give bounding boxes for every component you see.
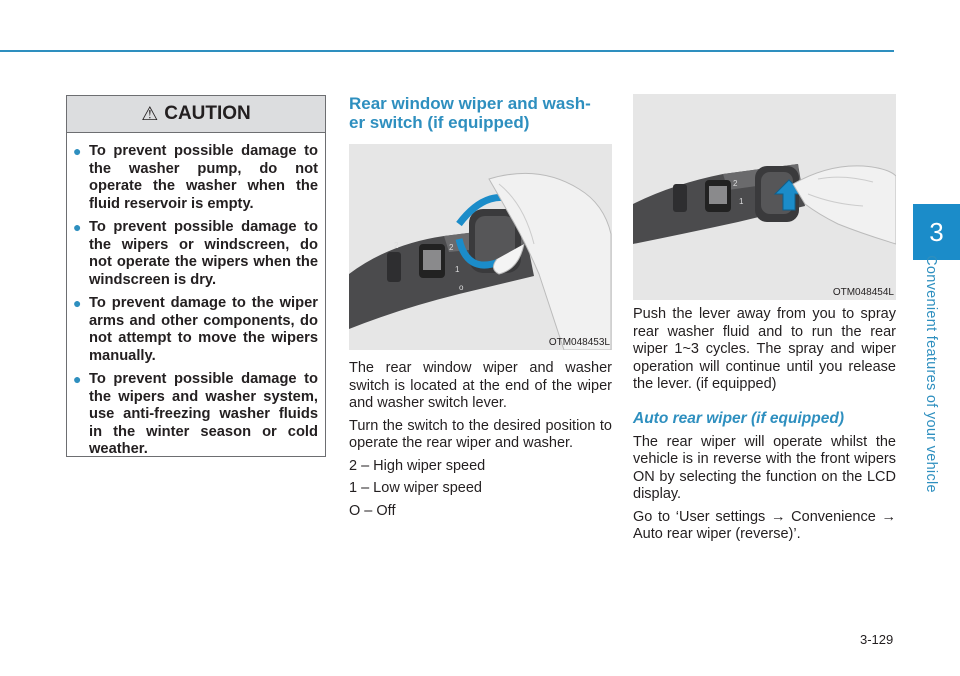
washer-text bbox=[633, 306, 896, 394]
caution-list bbox=[67, 133, 325, 459]
svg-text:2: 2 bbox=[733, 179, 738, 188]
caution-title: CAUTION bbox=[164, 103, 251, 124]
page-number: 3-129 bbox=[860, 632, 894, 647]
chapter-label: Convenient features of your vehicle bbox=[923, 255, 939, 493]
svg-text:1: 1 bbox=[739, 197, 744, 206]
svg-text:o: o bbox=[459, 283, 464, 292]
speed-item: 1 – Low wiper speed bbox=[349, 480, 482, 496]
paragraph: Turn the switch to the desired position to operate the rear wiper and washer. bbox=[349, 417, 612, 451]
chapter-tab bbox=[913, 204, 960, 260]
bullet-icon: ● bbox=[73, 295, 82, 311]
caution-item: ● To prevent possible damage to the washer pump, do not operate the washer when the fluid reservoir is empty. bbox=[73, 143, 318, 212]
bullet-icon: ● bbox=[73, 219, 82, 235]
svg-text:1: 1 bbox=[455, 265, 460, 274]
header-rule bbox=[0, 50, 894, 52]
rear-washer-push-figure bbox=[633, 94, 896, 300]
section-title: Rear window wiper and wash- er switch (if equipped) bbox=[349, 94, 591, 132]
rear-wiper-section bbox=[349, 94, 612, 525]
paragraph: Push the lever away from you to spray rear washer fluid and to run the rear wiper 1~3 cycles. The spray and wiper operation will continue until you release the lever. (if equipped) bbox=[633, 306, 896, 392]
svg-text:2: 2 bbox=[449, 243, 454, 252]
caution-item: ● To prevent possible damage to the wipers and washer system, use anti-freezing washer fluids in the winter season or cold weather. bbox=[73, 371, 318, 457]
speed-item: O – Off bbox=[349, 502, 396, 519]
speed-item: 2 – High wiper speed bbox=[349, 457, 486, 474]
warning-triangle-icon: ⚠ bbox=[141, 103, 159, 125]
bullet-icon: ● bbox=[73, 371, 82, 387]
lever-turn-illustration bbox=[349, 144, 612, 350]
figure-caption: OTM048453L bbox=[548, 337, 610, 348]
paragraph: The rear wiper will operate whilst the vehicle is in reverse with the front wipers ON by selecting the function on the LCD display. bbox=[633, 433, 896, 502]
lever-push-illustration bbox=[633, 94, 896, 300]
figure-caption: OTM048454L bbox=[832, 287, 894, 298]
chapter-number: 3 bbox=[929, 217, 944, 247]
washer-section bbox=[633, 94, 896, 549]
caution-item: ● To prevent possible damage to the wipers or windscreen, do not operate the wipers when the windscreen is dry. bbox=[73, 219, 318, 288]
auto-rear-wiper-text bbox=[633, 434, 896, 544]
paragraph: The rear window wiper and washer switch is located at the end of the wiper and washer switch lever. bbox=[349, 360, 612, 411]
caution-header bbox=[67, 96, 325, 133]
bullet-icon: ● bbox=[73, 143, 82, 159]
caution-box bbox=[66, 95, 326, 457]
caution-item: ● To prevent damage to the wiper arms and other components, do not attempt to move the wipers manually. bbox=[73, 295, 318, 364]
auto-rear-wiper-title: Auto rear wiper (if equipped) bbox=[633, 409, 844, 427]
settings-path: Go to ‘User settings → Convenience → Auto rear wiper (reverse)’. bbox=[633, 508, 896, 542]
rear-wiper-switch-figure bbox=[349, 144, 612, 350]
chapter-label-container bbox=[919, 255, 943, 493]
rear-wiper-text bbox=[349, 360, 612, 520]
svg-text:2: 2 bbox=[394, 241, 399, 250]
